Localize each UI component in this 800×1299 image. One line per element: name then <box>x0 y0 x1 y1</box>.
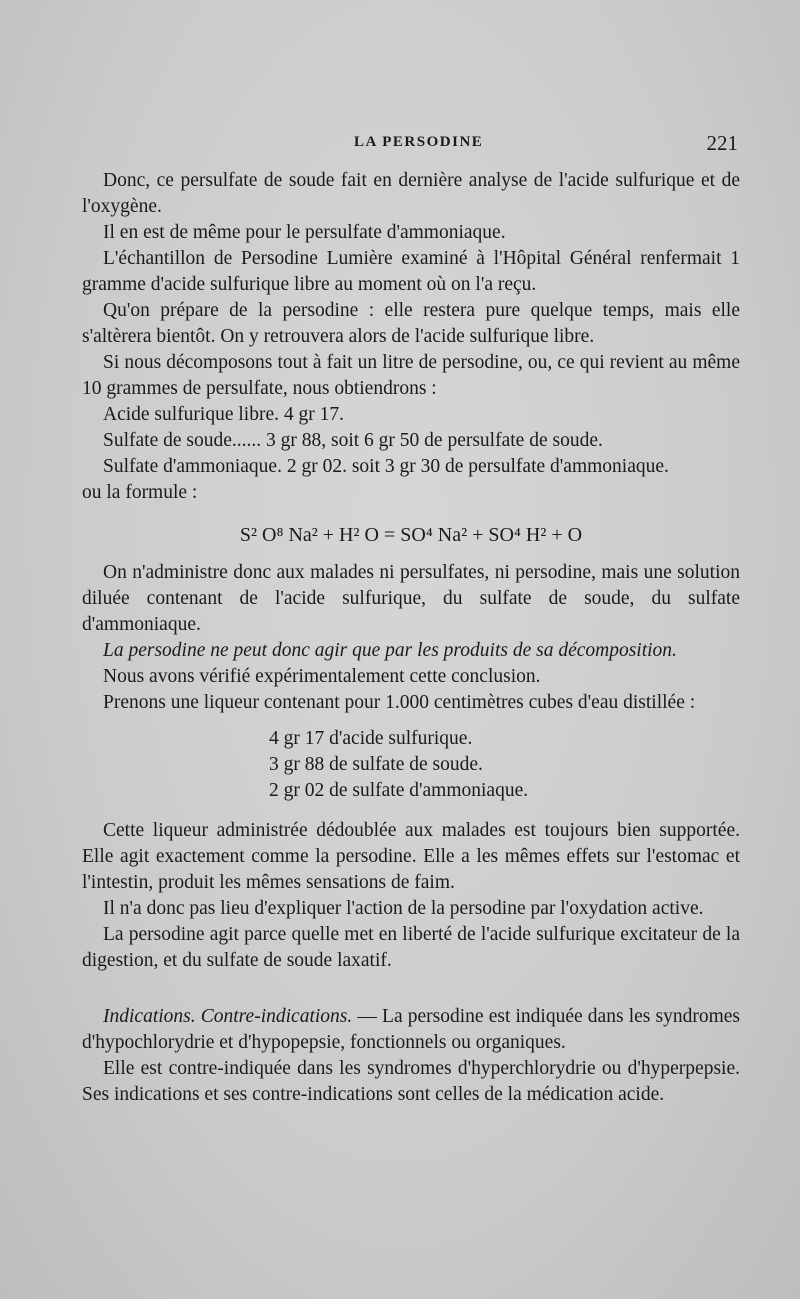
list-item: 4 gr 17 d'acide sulfurique. <box>269 728 473 749</box>
paragraph: Si nous décomposons tout à fait un litre de persodine, ou, ce qui revient au même 10 grammes de persulfate, nous obtiendrons : <box>82 352 740 399</box>
paragraph: Cette liqueur administrée dédoublée aux malades est toujours bien supportée. Elle agit exactement comme la persodine. Elle a les mêmes effets sur l'estomac et l'intestin, produit les mêmes sensations de faim. <box>82 820 740 893</box>
list-item: 2 gr 02 de sulfate d'ammoniaque. <box>269 780 529 801</box>
running-title: LA PERSODINE <box>354 134 484 150</box>
formula-intro: ou la formule : <box>82 482 198 503</box>
paragraph: Nous avons vérifié expérimentalement cette conclusion. <box>103 666 541 687</box>
paragraph: Prenons une liqueur contenant pour 1.000 centimètres cubes d'eau distillée : <box>103 692 696 713</box>
chemical-formula: S² O⁸ Na² + H² O = SO⁴ Na² + SO⁴ H² + O <box>239 524 583 546</box>
paragraph: La persodine agit parce quelle met en liberté de l'acide sulfurique excitateur de la digestion, et du sulfate de soude laxatif. <box>82 924 740 971</box>
composition-line-sulfate-ammoniaque: Sulfate d'ammoniaque. 2 gr 02. soit 3 gr 30 de persulfate d'ammoniaque. <box>103 456 669 477</box>
paragraph: L'échantillon de Persodine Lumière examiné à l'Hôpital Général renfermait 1 gramme d'acide sulfurique libre au moment où on l'a reçu. <box>82 248 740 295</box>
paragraph: Donc, ce persulfate de soude fait en dernière analyse de l'acide sulfurique et de l'oxygène. <box>82 170 740 217</box>
section-lead: Indications. Contre-indications. <box>103 1006 353 1027</box>
indications-paragraph <box>82 1004 740 1056</box>
page-body <box>82 168 740 1108</box>
section-text: — La persodine est indiquée dans les syndromes d'hypochlorydrie et d'hypopepsie, fonctionnels ou organiques. <box>82 1006 740 1053</box>
composition-line-acide: Acide sulfurique libre. 4 gr 17. <box>103 404 344 425</box>
paragraph: On n'administre donc aux malades ni persulfates, ni persodine, mais une solution diluée contenant de l'acide sulfurique, du sulfate de soude, du sulfate d'ammoniaque. <box>82 562 740 635</box>
paragraph: Il n'a donc pas lieu d'expliquer l'action de la persodine par l'oxydation active. <box>103 898 704 919</box>
solution-composition-list <box>82 726 740 804</box>
paragraph: Elle est contre-indiquée dans les syndromes d'hyperchlorydrie ou d'hyperpepsie. Ses indications et ses contre-indications sont celles de la médication acide. <box>82 1058 740 1105</box>
composition-line-sulfate-soude: Sulfate de soude...... 3 gr 88, soit 6 gr 50 de persulfate de soude. <box>103 430 603 451</box>
italic-conclusion: La persodine ne peut donc agir que par les produits de sa décomposition. <box>103 640 677 661</box>
paragraph: Qu'on prépare de la persodine : elle restera pure quelque temps, mais elle s'altèrera bientôt. On y retrouvera alors de l'acide sulfurique libre. <box>82 300 740 347</box>
list-item: 3 gr 88 de sulfate de soude. <box>269 754 483 775</box>
page-header <box>82 131 740 155</box>
paragraph: Il en est de même pour le persulfate d'ammoniaque. <box>103 222 506 243</box>
page-number: 221 <box>706 131 738 155</box>
